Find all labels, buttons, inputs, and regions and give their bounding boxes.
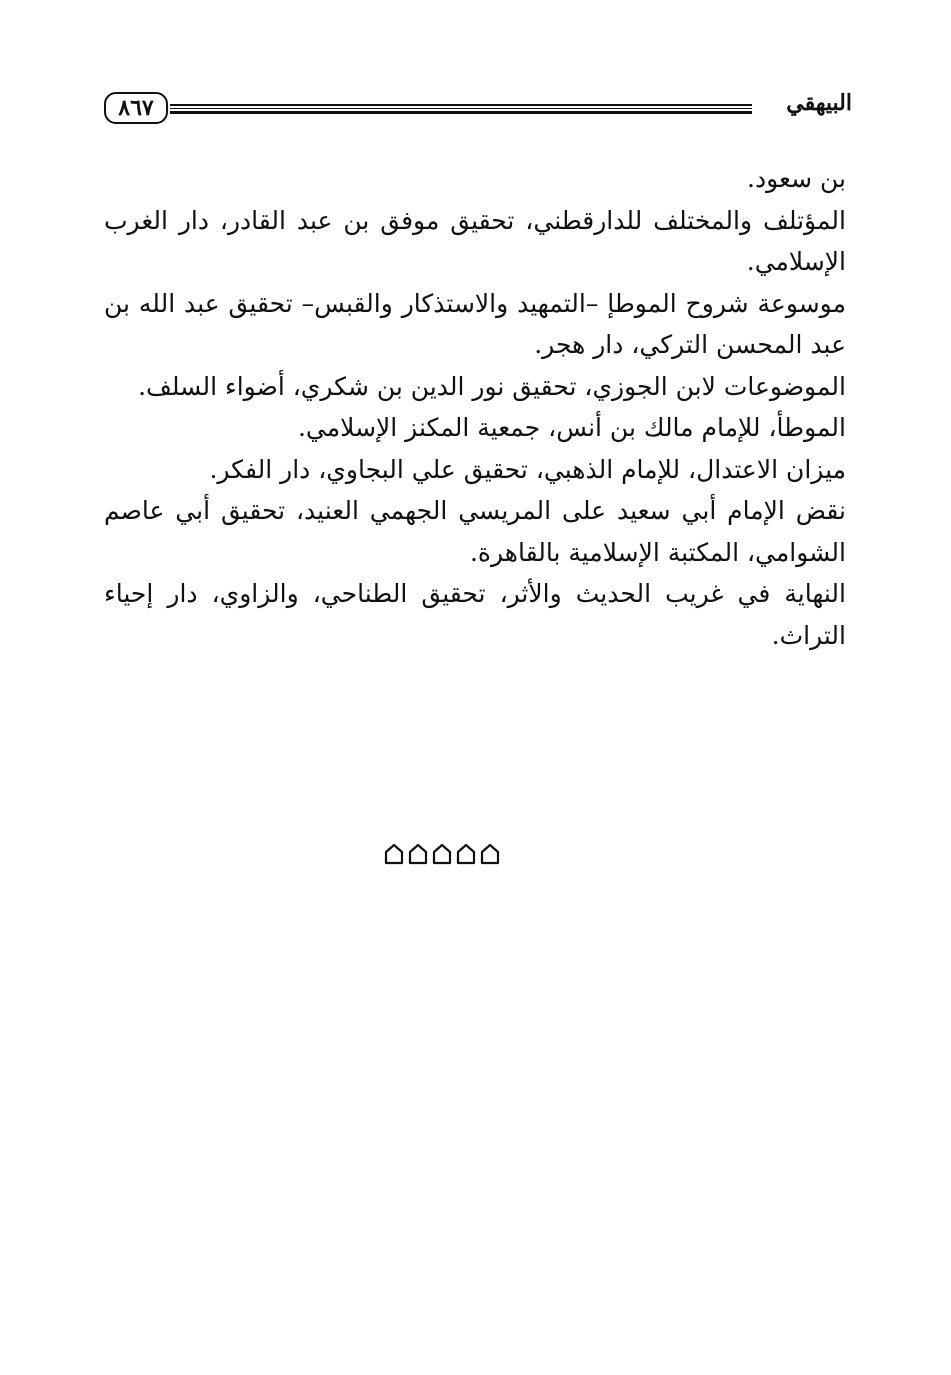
- running-title: البيهقي: [786, 90, 852, 116]
- bibliography-entry: الموضوعات لابن الجوزي، تحقيق نور الدين بن شكري، أضواء السلف.: [138, 371, 846, 401]
- house-outline-icon: [383, 842, 405, 866]
- bibliography-entry: نقض الإمام أبي سعيد على المريسي الجهمي العنيد، تحقيق أبي عاصم الشوامي، المكتبة الإسلامية بالقاهرة.: [104, 496, 846, 567]
- header-rule: [170, 104, 752, 114]
- page-number: ٨٦٧: [104, 92, 168, 124]
- bibliography-entry: موسوعة شروح الموطإ –التمهيد والاستذكار والقبس– تحقيق عبد الله بن عبد المحسن التركي، دار هجر.: [104, 288, 846, 359]
- house-outline-icon: [431, 842, 453, 866]
- house-outline-icon: [479, 842, 501, 866]
- house-outline-icon: [407, 842, 429, 866]
- bibliography-entry: الموطأ، للإمام مالك بن أنس، جمعية المكنز الإسلامي.: [297, 413, 846, 442]
- house-outline-icon: [455, 842, 477, 866]
- bibliography-entry: ميزان الاعتدال، للإمام الذهبي، تحقيق علي البجاوي، دار الفكر.: [209, 454, 846, 484]
- bibliography-entry: النهاية في غريب الحديث والأثر، تحقيق الطناحي، والزاوي، دار إحياء التراث.: [104, 579, 846, 650]
- section-end-ornament: [383, 842, 501, 866]
- page-header: [104, 92, 852, 128]
- bibliography-entry: بن سعود.: [747, 164, 846, 193]
- bibliography-entry: المؤتلف والمختلف للدارقطني، تحقيق موفق بن عبد القادر، دار الغرب الإسلامي.: [104, 205, 846, 276]
- bibliography-list: [104, 158, 846, 656]
